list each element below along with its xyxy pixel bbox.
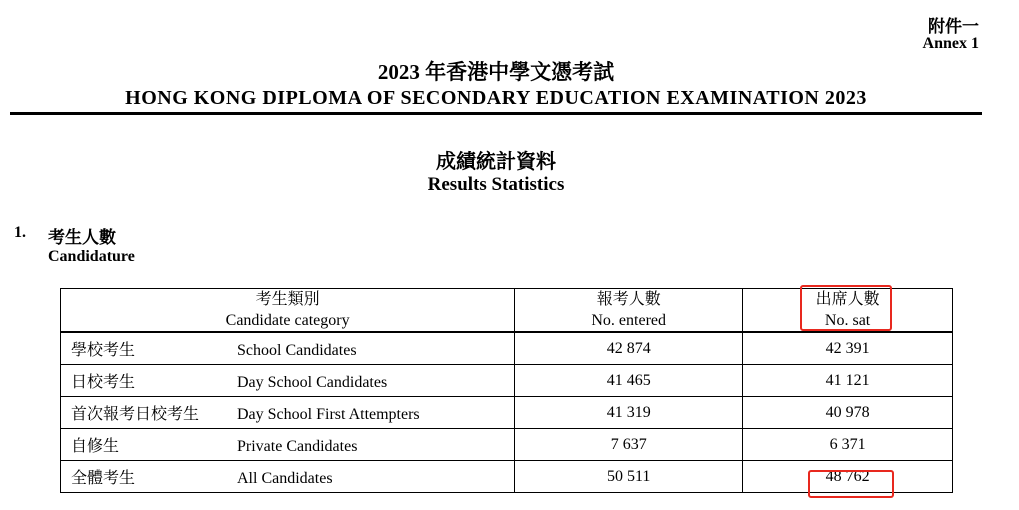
sat-cell: 42 391 [743,332,953,365]
page-title-en: HONG KONG DIPLOMA OF SECONDARY EDUCATION EXAMINATION 2023 [125,87,867,109]
page-title-cn: 2023 年香港中學文憑考試 [377,60,615,84]
table-row [61,397,953,429]
annex-label-cn: 附件一 [928,17,979,36]
entered-cell: 41 465 [515,365,743,397]
header-candidate-category [61,289,515,333]
header-label-en: Candidate category [225,312,350,329]
category-label-en: School Candidates [237,342,357,359]
category-label-cn: 學校考生 [71,342,136,359]
header-label-cn: 報考人數 [596,291,661,308]
entered-cell: 50 511 [515,461,743,493]
entered-cell: 7 637 [515,429,743,461]
header-label-cn: 出席人數 [815,291,880,308]
sat-cell: 40 978 [743,397,953,429]
highlight-box-no-sat-header [800,285,892,331]
section-heading-cn: 考生人數 [48,228,116,247]
category-cell [61,332,515,365]
header-no-entered [515,289,743,333]
category-cell [61,397,515,429]
category-label-cn: 自修生 [71,438,120,455]
section-heading-en: Candidature [48,248,135,265]
category-label-en: Private Candidates [237,438,358,455]
category-cell [61,365,515,397]
sat-cell: 48 762 [743,461,953,493]
entered-cell: 42 874 [515,332,743,365]
category-cell [61,429,515,461]
sat-cell: 6 371 [743,429,953,461]
section-number: 1. [14,224,26,241]
table-row [61,429,953,461]
highlight-box-all-candidates-sat [808,470,894,498]
category-label-en: Day School Candidates [237,374,388,391]
header-label-en: No. sat [824,312,871,329]
title-divider [10,112,982,115]
category-label-en: All Candidates [237,470,333,487]
category-label-cn: 全體考生 [71,470,136,487]
header-label-cn: 考生類別 [255,291,320,308]
header-label-en: No. entered [591,312,667,329]
category-label-en: Day School First Attempters [237,406,420,423]
category-label-cn: 首次報考日校考生 [71,406,200,423]
subtitle-cn: 成績統計資料 [436,151,556,173]
category-cell [61,461,515,493]
subtitle-en: Results Statistics [427,174,565,195]
table-row [61,365,953,397]
category-label-cn: 日校考生 [71,374,136,391]
sat-cell: 41 121 [743,365,953,397]
annex-label-en: Annex 1 [922,35,979,52]
table-row [61,332,953,365]
entered-cell: 41 319 [515,397,743,429]
